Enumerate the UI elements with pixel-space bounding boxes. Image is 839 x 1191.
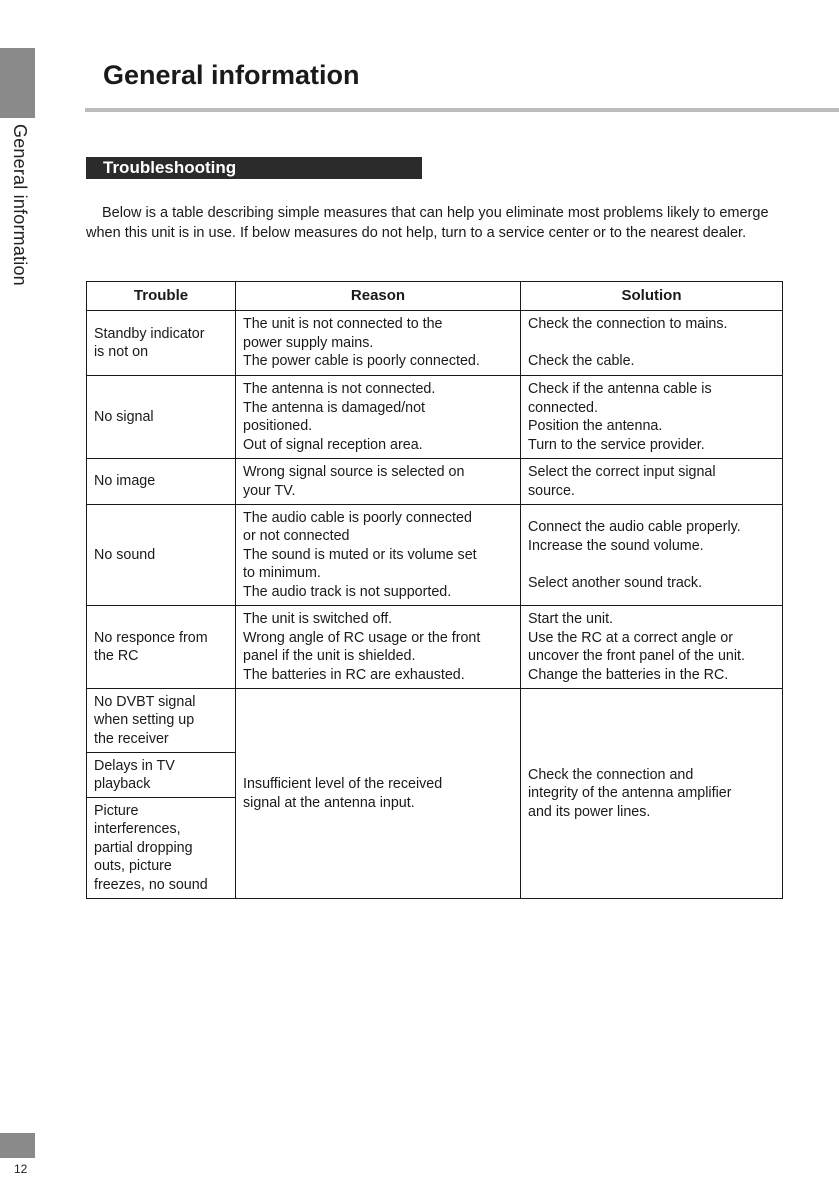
cell-line: Start the unit. (528, 611, 614, 627)
table-row (87, 689, 783, 753)
side-tab-marker (0, 48, 35, 118)
reason-cell (236, 505, 521, 606)
cell-line: Check the cable. (528, 353, 635, 370)
cell-line: Out of signal reception area. (243, 436, 423, 453)
cell-line: Position the antenna. (528, 418, 663, 434)
cell-line: Picture (94, 802, 139, 819)
cell-line: Insufficient level of the received (243, 776, 443, 792)
cell-line: Use the RC at a correct angle or (528, 629, 734, 646)
page-number-tab (0, 1133, 35, 1158)
cell-line: No signal (94, 408, 154, 425)
header-trouble: Trouble (87, 282, 236, 311)
cell-line: positioned. (243, 418, 313, 434)
cell-line: to minimum. (243, 565, 321, 582)
reason-cell (236, 689, 521, 899)
trouble-cell (87, 753, 236, 798)
cell-line: is not on (94, 344, 149, 360)
cell-line: No image (94, 473, 156, 490)
cell-line: when setting up (94, 712, 195, 729)
solution-cell (521, 459, 783, 505)
cell-line: The antenna is not connected. (243, 381, 436, 397)
cell-line: No responce from (94, 629, 208, 646)
cell-line: The unit is not connected to the (243, 316, 443, 333)
table-row (87, 459, 783, 505)
solution-cell (521, 376, 783, 459)
solution-cell (521, 505, 783, 606)
cell-line: Select the correct input signal (528, 464, 716, 480)
header-reason: Reason (236, 282, 521, 311)
cell-line: signal at the antenna input. (243, 794, 415, 811)
trouble-cell (87, 376, 236, 459)
solution-cell (521, 689, 783, 899)
cell-line: outs, picture (94, 858, 172, 875)
cell-line: power supply mains. (243, 334, 374, 351)
cell-line: uncover the front panel of the unit. (528, 648, 745, 664)
cell-line: Delays in TV (94, 757, 175, 774)
cell-line: interferences, (94, 821, 181, 838)
cell-line: playback (94, 776, 151, 792)
cell-line: The unit is switched off. (243, 611, 393, 627)
reason-cell (236, 311, 521, 376)
cell-line: panel if the unit is shielded. (243, 648, 416, 664)
cell-line: connected. (528, 399, 598, 416)
cell-line: The sound is muted or its volume set (243, 546, 477, 563)
cell-spacer (528, 334, 775, 353)
cell-spacer (528, 555, 775, 574)
trouble-cell (87, 798, 236, 899)
section-title: Troubleshooting (103, 158, 237, 177)
cell-line: No sound (94, 546, 156, 563)
cell-line: and its power lines. (528, 803, 651, 820)
cell-line: Check the connection to mains. (528, 316, 728, 333)
cell-line: Check the connection and (528, 766, 694, 783)
solution-cell (521, 606, 783, 689)
table-row (87, 505, 783, 606)
table-row (87, 606, 783, 689)
header-solution: Solution (521, 282, 783, 311)
cell-line: or not connected (243, 528, 350, 545)
cell-line: The power cable is poorly connected. (243, 353, 480, 370)
cell-line: source. (528, 482, 575, 499)
cell-line: No DVBT signal (94, 693, 196, 710)
cell-line: The audio track is not supported. (243, 583, 452, 600)
trouble-cell (87, 505, 236, 606)
cell-line: Wrong angle of RC usage or the front (243, 629, 481, 646)
side-section-label: General information (10, 124, 30, 286)
cell-line: Select another sound track. (528, 574, 703, 591)
cell-line: Connect the audio cable properly. (528, 519, 741, 535)
cell-line: partial dropping (94, 839, 193, 856)
cell-line: Standby indicator (94, 325, 205, 342)
title-divider (85, 108, 839, 112)
reason-cell (236, 606, 521, 689)
cell-line: the RC (94, 648, 139, 664)
cell-line: integrity of the antenna amplifier (528, 785, 732, 802)
cell-line: Turn to the service provider. (528, 436, 705, 453)
intro-paragraph: Below is a table describing simple measures that can help you eliminate most problems likely to emerge when this unit is in use. If below measures do not help, turn to a service center or to the nearest dealer. (86, 205, 769, 241)
cell-line: The batteries in RC are exhausted. (243, 666, 465, 683)
trouble-cell (87, 689, 236, 753)
cell-line: Increase the sound volume. (528, 537, 704, 554)
trouble-cell (87, 311, 236, 376)
cell-line: The antenna is damaged/not (243, 399, 426, 416)
cell-line: freezes, no sound (94, 876, 208, 893)
cell-line: your TV. (243, 482, 296, 499)
cell-line: the receiver (94, 730, 169, 747)
table-header-row (87, 282, 783, 311)
reason-cell (236, 459, 521, 505)
cell-line: Check if the antenna cable is (528, 381, 712, 397)
cell-line: Change the batteries in the RC. (528, 666, 729, 683)
section-header-bar (86, 157, 422, 179)
cell-line: The audio cable is poorly connected (243, 509, 472, 526)
troubleshooting-table (86, 281, 783, 899)
trouble-cell (87, 459, 236, 505)
page-title: General information (103, 60, 360, 90)
reason-cell (236, 376, 521, 459)
table-row (87, 311, 783, 376)
cell-line: Wrong signal source is selected on (243, 464, 465, 480)
trouble-cell (87, 606, 236, 689)
page-number: 12 (14, 1162, 28, 1176)
table-row (87, 376, 783, 459)
solution-cell (521, 311, 783, 376)
